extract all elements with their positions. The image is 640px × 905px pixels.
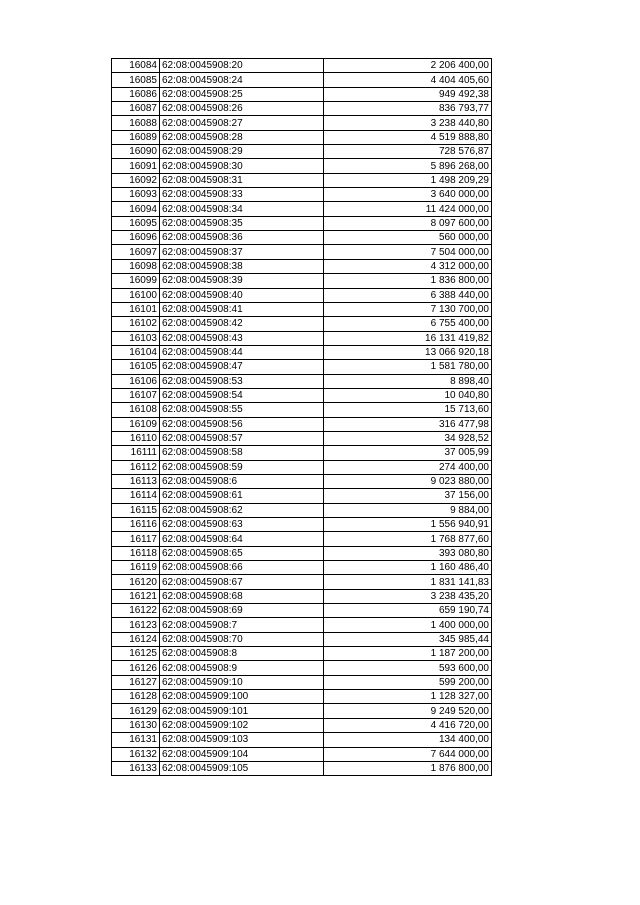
table-row — [112, 145, 492, 159]
cadastral-number-cell: 62:08:0045908:26 — [160, 102, 324, 116]
table-row — [112, 690, 492, 704]
table-row — [112, 618, 492, 632]
row-number-cell: 16087 — [112, 102, 160, 116]
row-number-cell: 16107 — [112, 388, 160, 402]
cadastral-value-cell: 836 793,77 — [324, 102, 492, 116]
cadastral-value-cell: 15 713,60 — [324, 403, 492, 417]
cadastral-number-cell: 62:08:0045908:28 — [160, 130, 324, 144]
cadastral-number-cell: 62:08:0045909:104 — [160, 747, 324, 761]
table-row — [112, 102, 492, 116]
cadastral-number-cell: 62:08:0045908:67 — [160, 575, 324, 589]
cadastral-value-cell: 3 640 000,00 — [324, 188, 492, 202]
row-number-cell: 16128 — [112, 690, 160, 704]
table-row — [112, 87, 492, 101]
row-number-cell: 16106 — [112, 374, 160, 388]
row-number-cell: 16129 — [112, 704, 160, 718]
row-number-cell: 16126 — [112, 661, 160, 675]
table-row — [112, 259, 492, 273]
cadastral-value-cell: 560 000,00 — [324, 231, 492, 245]
cadastral-number-cell: 62:08:0045908:63 — [160, 518, 324, 532]
cadastral-value-cell: 8 097 600,00 — [324, 216, 492, 230]
table-row — [112, 632, 492, 646]
cadastral-value-cell: 949 492,38 — [324, 87, 492, 101]
cadastral-value-cell: 1 187 200,00 — [324, 647, 492, 661]
table-row — [112, 718, 492, 732]
cadastral-number-cell: 62:08:0045908:39 — [160, 274, 324, 288]
row-number-cell: 16122 — [112, 604, 160, 618]
row-number-cell: 16111 — [112, 446, 160, 460]
table-row — [112, 661, 492, 675]
table-row — [112, 431, 492, 445]
cadastral-number-cell: 62:08:0045908:66 — [160, 561, 324, 575]
cadastral-number-cell: 62:08:0045908:36 — [160, 231, 324, 245]
cadastral-number-cell: 62:08:0045908:38 — [160, 259, 324, 273]
table-row — [112, 188, 492, 202]
cadastral-value-cell: 593 600,00 — [324, 661, 492, 675]
table-row — [112, 647, 492, 661]
table-row — [112, 403, 492, 417]
cadastral-value-cell: 1 831 141,83 — [324, 575, 492, 589]
cadastral-number-cell: 62:08:0045909:10 — [160, 675, 324, 689]
cadastral-number-cell: 62:08:0045909:105 — [160, 761, 324, 775]
table-row — [112, 460, 492, 474]
row-number-cell: 16131 — [112, 733, 160, 747]
table-row — [112, 216, 492, 230]
cadastral-value-table — [111, 58, 492, 776]
cadastral-value-cell: 1 768 877,60 — [324, 532, 492, 546]
row-number-cell: 16097 — [112, 245, 160, 259]
cadastral-number-cell: 62:08:0045908:47 — [160, 360, 324, 374]
cadastral-number-cell: 62:08:0045908:6 — [160, 474, 324, 488]
cadastral-value-cell: 8 898,40 — [324, 374, 492, 388]
cadastral-value-cell: 4 416 720,00 — [324, 718, 492, 732]
table-body — [112, 59, 492, 776]
cadastral-number-cell: 62:08:0045908:61 — [160, 489, 324, 503]
row-number-cell: 16091 — [112, 159, 160, 173]
cadastral-value-cell: 9 023 880,00 — [324, 474, 492, 488]
cadastral-value-cell: 274 400,00 — [324, 460, 492, 474]
table-row — [112, 518, 492, 532]
table-row — [112, 417, 492, 431]
cadastral-value-cell: 4 312 000,00 — [324, 259, 492, 273]
cadastral-number-cell: 62:08:0045908:30 — [160, 159, 324, 173]
row-number-cell: 16090 — [112, 145, 160, 159]
row-number-cell: 16102 — [112, 317, 160, 331]
row-number-cell: 16118 — [112, 546, 160, 560]
cadastral-number-cell: 62:08:0045908:34 — [160, 202, 324, 216]
cadastral-value-cell: 1 876 800,00 — [324, 761, 492, 775]
cadastral-number-cell: 62:08:0045908:44 — [160, 345, 324, 359]
row-number-cell: 16109 — [112, 417, 160, 431]
cadastral-number-cell: 62:08:0045909:100 — [160, 690, 324, 704]
table-row — [112, 532, 492, 546]
table-row — [112, 202, 492, 216]
cadastral-number-cell: 62:08:0045908:41 — [160, 302, 324, 316]
cadastral-number-cell: 62:08:0045908:27 — [160, 116, 324, 130]
row-number-cell: 16099 — [112, 274, 160, 288]
cadastral-value-cell: 345 985,44 — [324, 632, 492, 646]
cadastral-value-cell: 7 504 000,00 — [324, 245, 492, 259]
cadastral-value-cell: 37 005,99 — [324, 446, 492, 460]
table-row — [112, 503, 492, 517]
row-number-cell: 16119 — [112, 561, 160, 575]
cadastral-value-cell: 6 755 400,00 — [324, 317, 492, 331]
table-row — [112, 761, 492, 775]
table-row — [112, 589, 492, 603]
cadastral-value-cell: 1 128 327,00 — [324, 690, 492, 704]
table-row — [112, 173, 492, 187]
cadastral-number-cell: 62:08:0045908:40 — [160, 288, 324, 302]
row-number-cell: 16116 — [112, 518, 160, 532]
table-row — [112, 231, 492, 245]
table-row — [112, 489, 492, 503]
cadastral-number-cell: 62:08:0045908:33 — [160, 188, 324, 202]
cadastral-value-cell: 3 238 440,80 — [324, 116, 492, 130]
cadastral-value-cell: 9 249 520,00 — [324, 704, 492, 718]
cadastral-value-cell: 3 238 435,20 — [324, 589, 492, 603]
row-number-cell: 16121 — [112, 589, 160, 603]
row-number-cell: 16105 — [112, 360, 160, 374]
row-number-cell: 16104 — [112, 345, 160, 359]
row-number-cell: 16130 — [112, 718, 160, 732]
table-row — [112, 446, 492, 460]
table-row — [112, 130, 492, 144]
table-row — [112, 73, 492, 87]
row-number-cell: 16103 — [112, 331, 160, 345]
cadastral-number-cell: 62:08:0045908:70 — [160, 632, 324, 646]
row-number-cell: 16094 — [112, 202, 160, 216]
row-number-cell: 16112 — [112, 460, 160, 474]
cadastral-value-cell: 1 498 209,29 — [324, 173, 492, 187]
cadastral-value-cell: 1 581 780,00 — [324, 360, 492, 374]
table-row — [112, 675, 492, 689]
cadastral-value-cell: 34 928,52 — [324, 431, 492, 445]
cadastral-value-cell: 5 896 268,00 — [324, 159, 492, 173]
table-row — [112, 704, 492, 718]
row-number-cell: 16114 — [112, 489, 160, 503]
row-number-cell: 16085 — [112, 73, 160, 87]
cadastral-number-cell: 62:08:0045908:24 — [160, 73, 324, 87]
row-number-cell: 16125 — [112, 647, 160, 661]
cadastral-number-cell: 62:08:0045908:35 — [160, 216, 324, 230]
table-row — [112, 360, 492, 374]
cadastral-value-cell: 6 388 440,00 — [324, 288, 492, 302]
row-number-cell: 16095 — [112, 216, 160, 230]
cadastral-value-cell: 37 156,00 — [324, 489, 492, 503]
cadastral-number-cell: 62:08:0045908:43 — [160, 331, 324, 345]
cadastral-number-cell: 62:08:0045908:65 — [160, 546, 324, 560]
cadastral-value-cell: 2 206 400,00 — [324, 59, 492, 73]
row-number-cell: 16100 — [112, 288, 160, 302]
cadastral-value-cell: 728 576,87 — [324, 145, 492, 159]
cadastral-number-cell: 62:08:0045908:42 — [160, 317, 324, 331]
cadastral-number-cell: 62:08:0045909:101 — [160, 704, 324, 718]
cadastral-number-cell: 62:08:0045908:25 — [160, 87, 324, 101]
cadastral-number-cell: 62:08:0045908:31 — [160, 173, 324, 187]
row-number-cell: 16133 — [112, 761, 160, 775]
cadastral-number-cell: 62:08:0045909:103 — [160, 733, 324, 747]
cadastral-value-cell: 1 836 800,00 — [324, 274, 492, 288]
cadastral-number-cell: 62:08:0045909:102 — [160, 718, 324, 732]
row-number-cell: 16108 — [112, 403, 160, 417]
table-row — [112, 604, 492, 618]
cadastral-value-cell: 4 404 405,60 — [324, 73, 492, 87]
table-row — [112, 302, 492, 316]
table-row — [112, 474, 492, 488]
table-row — [112, 345, 492, 359]
cadastral-number-cell: 62:08:0045908:59 — [160, 460, 324, 474]
row-number-cell: 16132 — [112, 747, 160, 761]
row-number-cell: 16124 — [112, 632, 160, 646]
cadastral-value-cell: 599 200,00 — [324, 675, 492, 689]
table-row — [112, 274, 492, 288]
cadastral-number-cell: 62:08:0045908:37 — [160, 245, 324, 259]
table-row — [112, 245, 492, 259]
cadastral-number-cell: 62:08:0045908:56 — [160, 417, 324, 431]
cadastral-number-cell: 62:08:0045908:53 — [160, 374, 324, 388]
row-number-cell: 16101 — [112, 302, 160, 316]
cadastral-value-cell: 10 040,80 — [324, 388, 492, 402]
row-number-cell: 16084 — [112, 59, 160, 73]
table-row — [112, 388, 492, 402]
table-row — [112, 546, 492, 560]
cadastral-value-cell: 1 556 940,91 — [324, 518, 492, 532]
table-row — [112, 374, 492, 388]
cadastral-value-cell: 316 477,98 — [324, 417, 492, 431]
table-row — [112, 59, 492, 73]
cadastral-value-cell: 7 130 700,00 — [324, 302, 492, 316]
table-row — [112, 116, 492, 130]
row-number-cell: 16117 — [112, 532, 160, 546]
row-number-cell: 16093 — [112, 188, 160, 202]
row-number-cell: 16115 — [112, 503, 160, 517]
row-number-cell: 16113 — [112, 474, 160, 488]
cadastral-number-cell: 62:08:0045908:9 — [160, 661, 324, 675]
table-row — [112, 747, 492, 761]
table-row — [112, 331, 492, 345]
cadastral-value-cell: 659 190,74 — [324, 604, 492, 618]
row-number-cell: 16123 — [112, 618, 160, 632]
table-row — [112, 159, 492, 173]
cadastral-value-cell: 1 160 486,40 — [324, 561, 492, 575]
cadastral-value-cell: 13 066 920,18 — [324, 345, 492, 359]
cadastral-number-cell: 62:08:0045908:8 — [160, 647, 324, 661]
cadastral-value-cell: 393 080,80 — [324, 546, 492, 560]
row-number-cell: 16120 — [112, 575, 160, 589]
row-number-cell: 16096 — [112, 231, 160, 245]
cadastral-value-cell: 4 519 888,80 — [324, 130, 492, 144]
cadastral-value-cell: 1 400 000,00 — [324, 618, 492, 632]
cadastral-number-cell: 62:08:0045908:29 — [160, 145, 324, 159]
cadastral-number-cell: 62:08:0045908:62 — [160, 503, 324, 517]
cadastral-value-cell: 16 131 419,82 — [324, 331, 492, 345]
cadastral-value-cell: 11 424 000,00 — [324, 202, 492, 216]
cadastral-number-cell: 62:08:0045908:57 — [160, 431, 324, 445]
cadastral-number-cell: 62:08:0045908:64 — [160, 532, 324, 546]
table-row — [112, 317, 492, 331]
row-number-cell: 16089 — [112, 130, 160, 144]
cadastral-value-cell: 134 400,00 — [324, 733, 492, 747]
cadastral-value-cell: 9 884,00 — [324, 503, 492, 517]
table-row — [112, 733, 492, 747]
cadastral-number-cell: 62:08:0045908:69 — [160, 604, 324, 618]
row-number-cell: 16110 — [112, 431, 160, 445]
row-number-cell: 16086 — [112, 87, 160, 101]
cadastral-number-cell: 62:08:0045908:68 — [160, 589, 324, 603]
table-row — [112, 561, 492, 575]
cadastral-number-cell: 62:08:0045908:20 — [160, 59, 324, 73]
table-row — [112, 575, 492, 589]
cadastral-number-cell: 62:08:0045908:7 — [160, 618, 324, 632]
cadastral-number-cell: 62:08:0045908:58 — [160, 446, 324, 460]
row-number-cell: 16092 — [112, 173, 160, 187]
cadastral-number-cell: 62:08:0045908:55 — [160, 403, 324, 417]
row-number-cell: 16088 — [112, 116, 160, 130]
cadastral-value-cell: 7 644 000,00 — [324, 747, 492, 761]
row-number-cell: 16127 — [112, 675, 160, 689]
table-row — [112, 288, 492, 302]
row-number-cell: 16098 — [112, 259, 160, 273]
cadastral-number-cell: 62:08:0045908:54 — [160, 388, 324, 402]
